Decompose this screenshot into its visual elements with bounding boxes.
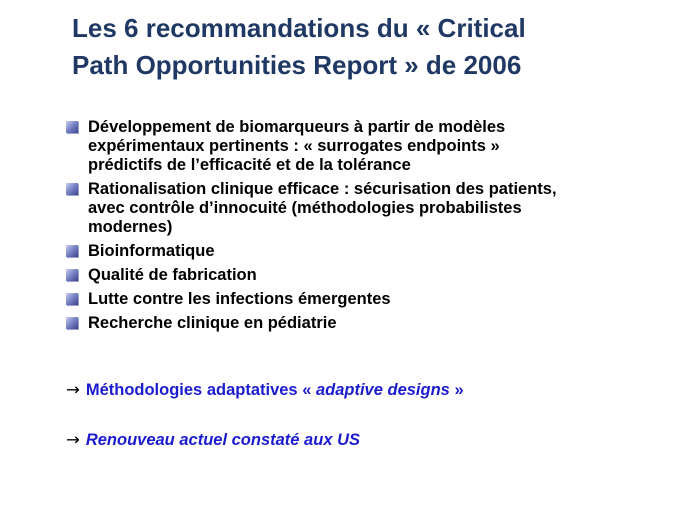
conclusion-text: Méthodologies adaptatives « (85, 381, 316, 399)
slide-title (72, 10, 672, 84)
square-bullet-icon (66, 183, 78, 195)
bullet-line: Recherche clinique en pédiatrie (88, 314, 337, 332)
conclusion-text: Renouveau actuel constaté aux US (85, 431, 360, 449)
bullet-line: modernes) (88, 218, 173, 236)
title-line-1: Les 6 recommandations du « Critical (72, 13, 526, 43)
recommendation-pediatrics (62, 314, 652, 333)
recommendation-biomarkers (62, 118, 652, 175)
square-bullet-icon (66, 317, 78, 329)
recommendations-list (62, 118, 652, 338)
conclusion-adaptive-designs (66, 380, 464, 400)
square-bullet-icon (66, 269, 78, 281)
bullet-line: Rationalisation clinique efficace : sécurisation des patients, (88, 180, 557, 198)
recommendation-manufacturing (62, 266, 652, 285)
recommendation-rationalisation (62, 180, 652, 237)
square-bullet-icon (66, 245, 78, 257)
recommendation-infections (62, 290, 652, 309)
conclusion-us-renewal (66, 430, 360, 450)
right-arrow-icon: → (66, 380, 80, 399)
square-bullet-icon (66, 121, 78, 133)
right-arrow-icon: → (66, 430, 80, 449)
bullet-line: Qualité de fabrication (88, 266, 257, 284)
recommendation-bioinformatics (62, 242, 652, 261)
bullet-line: avec contrôle d’innocuité (méthodologies probabilistes (88, 199, 522, 217)
bullet-line: expérimentaux pertinents : « surrogates endpoints » (88, 137, 500, 155)
square-bullet-icon (66, 293, 78, 305)
bullet-line: prédictifs de l’efficacité et de la tolérance (88, 156, 411, 174)
bullet-line: Développement de biomarqueurs à partir de modèles (88, 118, 506, 136)
conclusion-suffix: » (449, 381, 464, 399)
conclusion-emphasis: adaptive designs (315, 381, 450, 399)
bullet-line: Bioinformatique (88, 242, 215, 260)
title-line-2: Path Opportunities Report » de 2006 (72, 50, 522, 80)
bullet-line: Lutte contre les infections émergentes (88, 290, 391, 308)
